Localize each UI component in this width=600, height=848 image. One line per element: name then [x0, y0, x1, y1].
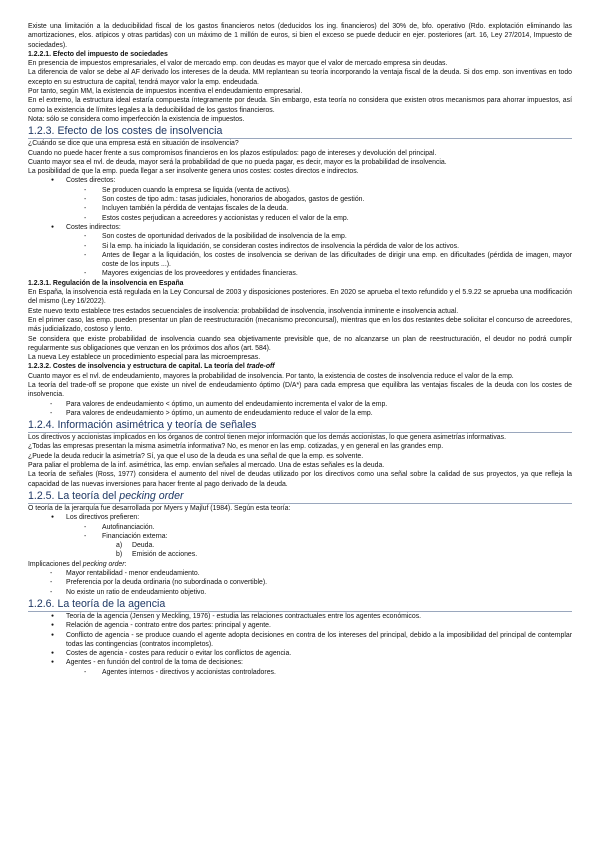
section-1-2-6 [28, 598, 572, 677]
section-heading: 1.2.3. Efecto de los costes de insolvencia [28, 125, 572, 139]
bullet-list [28, 513, 572, 559]
list-item: ● Teoría de la agencia (Jensen y Meckling, 1976) - estudia las relaciones contractuales entre los agentes económicos. [28, 612, 572, 621]
paragraph: Cuando no puede hacer frente a sus compromisos financieros en los plazos estipulados: pago de intereses y devolución del principal. [28, 149, 437, 157]
list-item: - Si la emp. ha iniciado la liquidación, se consideran costes indirectos de insolvencia la pérdida de valor de los activos. [28, 242, 572, 251]
list-item: ● Los directivos prefieren: [28, 513, 572, 522]
subheading-italic: trade-off [246, 363, 275, 371]
list-item: - Incluyen también la pérdida de ventajas fiscales de la deuda. [28, 204, 572, 213]
list-item: - Antes de llegar a la liquidación, los costes de insolvencia se derivan de las dificultades de dirigir una emp. en dificultades (pérdida de imagen, mayor coste de los inputs ...). [28, 251, 572, 270]
paragraph: La nueva Ley establece un procedimiento especial para las microempresas. [28, 354, 261, 362]
list-item: - Son costes de tipo adm.: tasas judiciales, honorarios de abogados, gastos de gestión. [28, 195, 572, 204]
paragraph: ¿Todas las empresas presentan la misma asimetría informativa? No, es menor en las emp. cotizadas, y en general en las grandes emp. [28, 443, 444, 451]
paragraph: Nota: sólo se considera como imperfección la existencia de impuestos. [28, 115, 245, 123]
list-item: - Son costes de oportunidad derivados de la posibilidad de insolvencia de la emp. [28, 232, 572, 241]
list-item: - No existe un ratio de endeudamiento objetivo. [28, 588, 572, 597]
section-1-2-5 [28, 490, 572, 597]
paragraph: La teoría del trade-off se propone que existe un nivel de endeudamiento óptimo (D/A*) para cada empresa que equilibra las ventajas fiscales de la deuda con los costes de insolvencia. [28, 381, 572, 399]
list-marker: b) [116, 551, 123, 559]
text: : [124, 560, 127, 568]
subheading: 1.2.3.1. Regulación de la insolvencia en España [28, 279, 184, 287]
section-heading: 1.2.4. Información asimétrica y teoría de señales [28, 419, 572, 433]
paragraph: La posibilidad de que la emp. pueda llegar a ser insolvente genera unos costes: costes directos e indirectos. [28, 168, 359, 176]
intro-section [28, 22, 572, 124]
list-item: ● Costes de agencia - costes para reducir o evitar los conflictos de agencia. [28, 649, 572, 658]
list-item: ● Agentes - en función del control de la toma de decisiones: [28, 658, 572, 667]
list-item: - Para valores de endeudamiento < óptimo, un aumento del endeudamiento incrementa el valor de la emp. [28, 400, 572, 409]
heading-italic: pecking order [119, 489, 184, 502]
list-item: - Estos costes perjudican a acreedores y accionistas y reducen el valor de la emp. [28, 214, 572, 223]
list-item-text: Emisión de acciones. [132, 551, 198, 559]
list-item: ● Costes indirectos: [28, 223, 572, 232]
paragraph: En presencia de impuestos empresariales, el valor de mercado emp. con deudas es mayor que el valor de mercado empresa sin deudas. [28, 60, 448, 68]
subheading-text: 1.2.3.2. Costes de insolvencia y estructura de capital. La teoría del [28, 363, 247, 371]
list-item-text: Deuda. [132, 542, 155, 550]
paragraph: Cuanto mayor sea el nvl. de deuda, mayor será la probabilidad de que no pueda pagar, es decir, mayor es la probabilidad de insolvencia. [28, 158, 447, 166]
subheading: 1.2.2.1. Efecto del impuesto de sociedades [28, 50, 168, 58]
list-item: - Preferencia por la deuda ordinaria (no subordinada o convertible). [28, 578, 572, 587]
list-item: - Agentes internos - directivos y accionistas controladores. [28, 668, 572, 677]
list-item: - Se producen cuando la empresa se liquida (venta de activos). [28, 186, 572, 195]
list-marker: a) [116, 542, 123, 550]
heading-text: 1.2.5. La teoría del [28, 489, 120, 502]
dash-list [28, 569, 572, 597]
paragraph: Por tanto, según MM, la existencia de impuestos incentiva el endeudamiento empresarial. [28, 88, 303, 96]
paragraph: En el extremo, la estructura ideal estaría compuesta íntegramente por deuda. Sin embargo, esta teoría no considera que existen otros mecanismos para ahorrar impuestos, así como la existencia de límites legales a la deducibilidad de los gastos financieros. [28, 97, 572, 114]
section-heading: 1.2.6. La teoría de la agencia [28, 598, 572, 612]
list-item: - Mayores exigencias de los proveedores y entidades financieras. [28, 269, 572, 278]
paragraph [28, 560, 572, 569]
list-item: - Financiación externa: [28, 532, 572, 541]
paragraph: En España, la insolvencia está regulada en la Ley Concursal de 2003 y disposiciones posteriores. En 2020 se aprueba el texto refundido y el 5.9.22 se aprueba una modificación del mismo (Ley 16/2022). [28, 289, 572, 306]
list-item [28, 541, 572, 550]
text-italic: pecking order [82, 560, 125, 568]
paragraph: Este nuevo texto establece tres estados secuenciales de insolvencia: probabilidad de insolvencia, insolvencia inminente e insolvencia actual. [28, 307, 459, 315]
subheading [28, 362, 572, 371]
text: Implicaciones del [28, 560, 83, 568]
paragraph: Cuanto mayor es el nvl. de endeudamiento, mayores la probabilidad de insolvencia. Por tanto, la existencia de costes de insolvencia reduce el valor de la emp. [28, 372, 514, 380]
list-item: ● Relación de agencia - contrato entre dos partes: principal y agente. [28, 621, 572, 630]
paragraph: Existe una limitación a la deducibilidad fiscal de los gastos financieros netos (deducidos los ing. financieros) del 30% de, bfo. operativo (Rdo. explotación eliminando las amortizaciones, elos. atípicos y otras partidas) con un máximo de 1 millón de euros, si bien el exceso se puede deducir en ejer. posteriores (art. 16, Ley 27/2014, Impuesto de sociedades). [28, 23, 572, 49]
paragraph: O teoría de la jerarquía fue desarrollada por Myers y Majluf (1984). Según esta teoría: [28, 504, 291, 512]
paragraph: Los directivos y accionistas implicados en los órganos de control tienen mejor información que los demás accionistas, lo que genera asimetrías informativas. [28, 434, 506, 442]
bullet-list [28, 612, 572, 677]
section-heading [28, 490, 572, 504]
dash-list [28, 400, 572, 419]
list-item: - Para valores de endeudamiento > óptimo, un aumento de endeudamiento reduce el valor de la emp. [28, 409, 572, 418]
list-item: - Mayor rentabilidad - menor endeudamiento. [28, 569, 572, 578]
paragraph: En el primer caso, las emp. pueden presentar un plan de reestructuración (mecanismo preconcursal), mientras que en los dos restantes debe solicitar el concurso de acreedores, más judicializado, costoso y lento. [28, 316, 572, 334]
paragraph: ¿Cuándo se dice que una empresa está en situación de insolvencia? [28, 140, 239, 148]
section-1-2-4 [28, 419, 572, 489]
list-item [28, 550, 572, 559]
bullet-list [28, 176, 572, 278]
paragraph: Se considera que existe probabilidad de insolvencia cuando sea objetivamente previsible que, de no alcanzarse un plan de reestructuración, el deudor no podrá cumplir regularmente sus obligaciones que venzan en los próximos dos años (art. 584). [28, 335, 572, 352]
paragraph: Para paliar el problema de la inf. asimétrica, las emp. envían señales al mercado. Una de estas señales es la deuda. [28, 462, 385, 470]
paragraph: La teoría de señales (Ross, 1977) considera el aumento del nivel de deudas utilizado por los directivos como una señal sobre la calidad de sus proyectos, ya que refleja la capacidad de las nuevas inversiones para hacer frente al pago derivado de la deuda. [28, 471, 572, 488]
paragraph: ¿Puede la deuda reducir la asimetría? Sí, ya que el uso de la deuda es una señal de que la emp. es solvente. [28, 452, 364, 460]
list-item: ● Conflicto de agencia - se produce cuando el agente adopta decisiones en contra de los intereses del principal, debido a la imposibilidad del principal de contemplar todas las contingencias (contratos incompletos). [28, 631, 572, 650]
paragraph: La diferencia de valor se debe al AF derivado los intereses de la deuda. MM replantean su teoría incorporando la ventaja fiscal de la deuda. Si dos emp. son inventivas en todo excepto en su estructura de capital, tendrá mayor valor la emp. endeudada. [28, 69, 572, 86]
list-item: ● Costes directos: [28, 176, 572, 185]
section-1-2-3 [28, 125, 572, 418]
list-item: - Autofinanciación. [28, 523, 572, 532]
